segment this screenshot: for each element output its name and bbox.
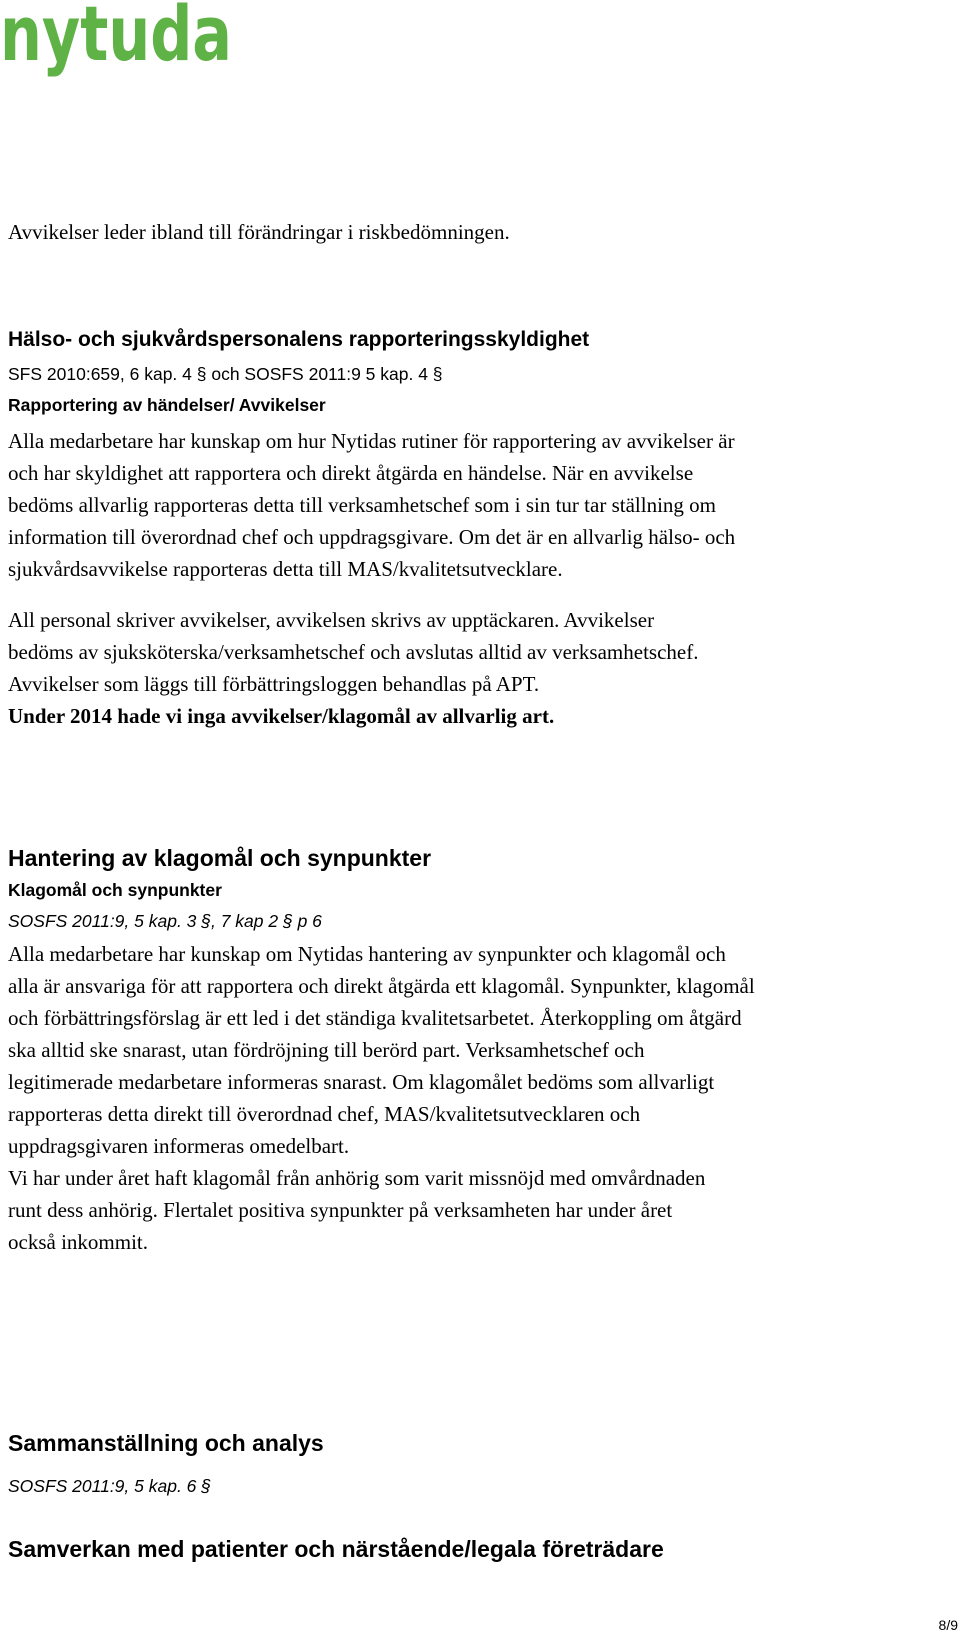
section-subheading: Rapportering av händelser/ Avvikelser — [8, 395, 326, 415]
paragraph-klagomal-hantering — [8, 938, 948, 1162]
section-subheading: Klagomål och synpunkter — [8, 880, 222, 900]
section-heading-klagomal: Hantering av klagomål och synpunkter — [8, 845, 432, 871]
nytida-logo — [0, 0, 235, 92]
paragraph-line: Vi har under året haft klagomål från anhörig som varit missnöjd med omvårdnaden — [8, 1166, 706, 1190]
paragraph-line: bedöms allvarlig rapporteras detta till verksamhetschef som i sin tur tar ställning om — [8, 493, 716, 517]
paragraph-line: runt dess anhörig. Flertalet positiva synpunkter på verksamheten har under året — [8, 1198, 673, 1222]
paragraph-avvikelser-hantering — [8, 604, 948, 732]
paragraph-line: sjukvårdsavvikelse rapporteras detta till MAS/kvalitetsutvecklare. — [8, 557, 563, 581]
section-reference: SOSFS 2011:9, 5 kap. 6 § — [8, 1476, 211, 1496]
paragraph-line: bedöms av sjuksköterska/verksamhetschef och avslutas alltid av verksamhetschef. — [8, 640, 699, 664]
paragraph-line: också inkommit. — [8, 1230, 148, 1254]
paragraph-line: och förbättringsförslag är ett led i det ständiga kvalitetsarbetet. Återkoppling om åtgärd — [8, 1006, 742, 1030]
paragraph-avvikelser-rutiner — [8, 425, 948, 585]
logo-text: nytuda — [0, 0, 232, 78]
intro-line: Avvikelser leder ibland till förändringar i riskbedömningen. — [8, 220, 510, 244]
page-number: 8/9 — [938, 1617, 958, 1633]
paragraph-line: alla är ansvariga för att rapportera och direkt åtgärda ett klagomål. Synpunkter, klagomål — [8, 974, 755, 998]
paragraph-line: Avvikelser som läggs till förbättringsloggen behandlas på APT. — [8, 672, 540, 696]
paragraph-line: legitimerade medarbetare informeras snarast. Om klagomålet bedöms som allvarligt — [8, 1070, 715, 1094]
section-reference: SOSFS 2011:9, 5 kap. 3 §, 7 kap 2 § p 6 — [8, 911, 322, 931]
bold-summary-line: Under 2014 hade vi inga avvikelser/klagomål av allvarlig art. — [8, 704, 555, 728]
section-reference: SFS 2010:659, 6 kap. 4 § och SOSFS 2011:9 5 kap. 4 § — [8, 364, 443, 384]
paragraph-line: Alla medarbetare har kunskap om hur Nytidas rutiner för rapportering av avvikelser är — [8, 429, 735, 453]
paragraph-line: information till överordnad chef och uppdragsgivare. Om det är en allvarlig hälso- och — [8, 525, 736, 549]
section-heading-rapportering: Hälso- och sjukvårdspersonalens rapporteringsskyldighet — [8, 328, 590, 351]
paragraph-line: Alla medarbetare har kunskap om Nytidas hantering av synpunkter och klagomål och — [8, 942, 726, 966]
paragraph-line: All personal skriver avvikelser, avvikelsen skrivs av upptäckaren. Avvikelser — [8, 608, 655, 632]
paragraph-klagomal-aret — [8, 1162, 948, 1258]
section-heading-samverkan: Samverkan med patienter och närstående/legala företrädare — [8, 1536, 664, 1562]
paragraph-line: rapporteras detta direkt till överordnad chef, MAS/kvalitetsutvecklaren och — [8, 1102, 641, 1126]
section-heading-sammanstallning: Sammanställning och analys — [8, 1430, 324, 1456]
paragraph-line: ska alltid ske snarast, utan fördröjning till berörd part. Verksamhetschef och — [8, 1038, 645, 1062]
paragraph-line: uppdragsgivaren informeras omedelbart. — [8, 1134, 350, 1158]
paragraph-line: och har skyldighet att rapportera och direkt åtgärda en händelse. När en avvikelse — [8, 461, 694, 485]
